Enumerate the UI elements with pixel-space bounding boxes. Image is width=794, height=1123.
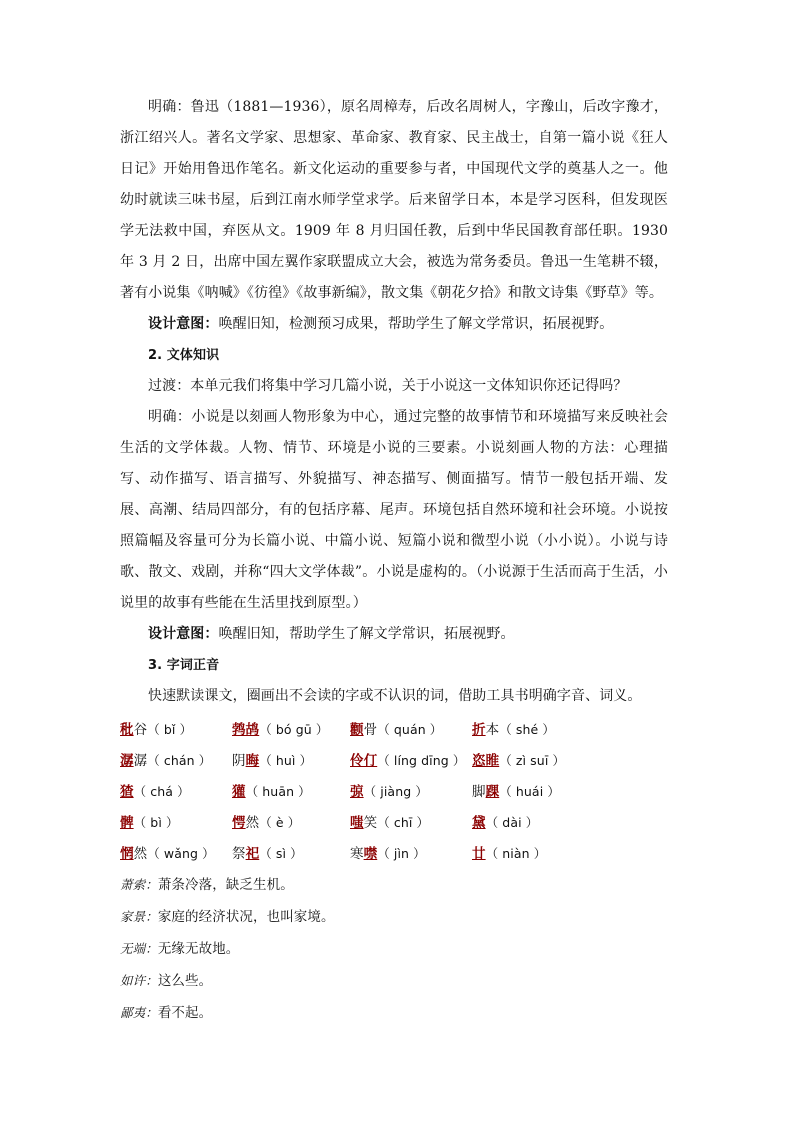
- word-rest: 谷: [133, 722, 148, 738]
- word-char: 猹: [120, 784, 134, 800]
- definition-term: 鄙夷：: [120, 1005, 158, 1020]
- definition-item: [120, 997, 668, 1029]
- word-char: 鹁鸪: [232, 722, 260, 738]
- word-char: 秕: [120, 722, 134, 738]
- word-char: 折: [472, 722, 486, 738]
- definition-term: 萧索：: [120, 877, 158, 892]
- word-item: [472, 807, 538, 839]
- word-char: 愕: [232, 815, 246, 831]
- word-pinyin: （ bǐ ）: [147, 722, 193, 737]
- definition-term: 如许：: [120, 973, 158, 988]
- word-item: [472, 838, 546, 870]
- word-pinyin: （ zì suī ）: [499, 753, 566, 768]
- design-intent-label: 设计意图：: [148, 316, 219, 332]
- word-row: [120, 807, 668, 838]
- word-pinyin: （ dài ）: [485, 815, 539, 830]
- word-item: [350, 714, 442, 746]
- word-char: 惘: [120, 846, 134, 862]
- word-char: 黛: [472, 815, 486, 831]
- word-pinyin: （ niàn ）: [485, 846, 547, 861]
- word-rest: 骨: [363, 722, 378, 738]
- word-rest: 本: [485, 722, 500, 738]
- word-item: [472, 776, 560, 808]
- word-item: [350, 776, 428, 808]
- word-rest: 潺: [133, 753, 148, 769]
- word-item: [232, 776, 311, 808]
- word-item: [232, 745, 312, 777]
- design-intent-label: 设计意图：: [148, 626, 219, 642]
- word-item: [472, 745, 565, 777]
- word-char: 颧: [350, 722, 364, 738]
- word-item: [232, 714, 328, 746]
- word-rest: 然: [245, 815, 260, 831]
- word-char: 嗤: [350, 815, 364, 831]
- definition-item: [120, 869, 668, 901]
- word-pinyin: （ jiàng ）: [363, 784, 428, 799]
- word-pinyin: （ chán ）: [147, 753, 212, 768]
- transition-paragraph: 过渡：本单元我们将集中学习几篇小说，关于小说这一文体知识你还记得吗？: [148, 378, 628, 394]
- definition-text: 家庭的经济状况，也叫家境。: [157, 909, 335, 925]
- design-intent-2: [120, 619, 668, 650]
- word-char: 弶: [350, 784, 364, 800]
- word-pinyin: （ quán ）: [377, 722, 443, 737]
- definition-term: 无端：: [120, 941, 158, 956]
- word-char: 伶仃: [350, 753, 378, 769]
- word-row: [120, 838, 668, 869]
- word-char: 獾: [232, 784, 246, 800]
- definition-item: [120, 965, 668, 997]
- word-pinyin: （ huān ）: [245, 784, 311, 799]
- word-pinyin: （ shé ）: [499, 722, 555, 737]
- word-char: 髀: [120, 815, 134, 831]
- word-item: [120, 807, 179, 839]
- novel-genre-paragraph: 明确：小说是以刻画人物形象为中心，通过完整的故事情节和环境描写来反映社会生活的文学体裁。人物、情节、环境是小说的三要素。小说刻画人物的方法：心理描写、动作描写、语言描写、外貌描写、神态描写、侧面描写。情节一般包括开端、发展、高潮、结局四部分，有的包括序幕、尾声。环境包括自然环境和社会环境。小说按照篇幅及容量可分为长篇小说、中篇小说、短篇小说和微型小说（小小说）。小说与诗歌、散文、戏剧，并称“四大文学体裁”。小说是虚构的。（小说源于生活而高于生活，小说里的故事有些能在生活里找到原型。）: [120, 409, 668, 611]
- word-rest: 阴: [232, 753, 246, 769]
- word-row: [120, 714, 668, 745]
- definition-text: 看不起。: [157, 1005, 213, 1021]
- pronunciation-table: [120, 714, 668, 869]
- word-char: 恣睢: [472, 753, 500, 769]
- word-row: [120, 776, 668, 807]
- word-rest: 笑: [363, 815, 378, 831]
- word-pinyin: （ bó gū ）: [259, 722, 329, 737]
- instruction-paragraph: 快速默读课文，圈画出不会读的字或不认识的词，借助工具书明确字音、词义。: [148, 688, 642, 704]
- word-pinyin: （ huái ）: [499, 784, 560, 799]
- word-rest: 祭: [232, 846, 246, 862]
- word-pinyin: （ bì ）: [133, 815, 179, 830]
- design-intent-text: 唤醒旧知，检测预习成果，帮助学生了解文学常识，拓展视野。: [218, 316, 614, 332]
- design-intent-text: 唤醒旧知，帮助学生了解文学常识，拓展视野。: [218, 626, 515, 642]
- word-pinyin: （ líng dīng ）: [377, 753, 466, 768]
- document-body: [120, 92, 668, 1029]
- word-char: 晦: [245, 753, 260, 769]
- word-pinyin: （ è ）: [259, 815, 301, 830]
- word-row: [120, 745, 668, 776]
- word-pinyin: （ huì ）: [259, 753, 313, 768]
- word-pinyin: （ sì ）: [259, 846, 303, 861]
- section-heading-pronunciation: 3. 字词正音: [148, 658, 220, 673]
- word-pinyin: （ chī ）: [377, 815, 430, 830]
- word-rest: 然: [133, 846, 148, 862]
- word-item: [120, 714, 192, 746]
- definition-item: [120, 933, 668, 965]
- word-char: 祀: [245, 846, 260, 862]
- definition-text: 萧条冷落，缺乏生机。: [157, 877, 294, 893]
- word-char: 潺: [120, 753, 134, 769]
- word-item: [350, 807, 429, 839]
- word-char: 噤: [363, 846, 378, 862]
- word-char: 廿: [472, 846, 486, 862]
- definition-text: 无缘无故地。: [157, 941, 240, 957]
- word-item: [350, 838, 426, 870]
- word-rest: 脚: [472, 784, 486, 800]
- word-rest: 寒: [350, 846, 364, 862]
- word-pinyin: （ wǎng ）: [147, 846, 215, 861]
- word-pinyin: （ jìn ）: [377, 846, 426, 861]
- word-item: [120, 838, 215, 870]
- word-pinyin: （ chá ）: [133, 784, 190, 799]
- word-item: [120, 776, 190, 808]
- definition-text: 这么些。: [157, 973, 213, 989]
- word-item: [350, 745, 466, 777]
- word-item: [232, 838, 303, 870]
- vocabulary-definitions: [120, 869, 668, 1029]
- word-item: [120, 745, 211, 777]
- section-heading-genre: 2. 文体知识: [148, 348, 220, 363]
- word-item: [232, 807, 300, 839]
- design-intent-1: [120, 309, 668, 340]
- word-char: 踝: [485, 784, 500, 800]
- definition-item: [120, 901, 668, 933]
- word-item: [472, 714, 555, 746]
- definition-term: 家景：: [120, 909, 158, 924]
- lu-xun-bio-paragraph: 明确：鲁迅（1881—1936），原名周樟寿，后改名周树人，字豫山，后改字豫才，浙江绍兴人。著名文学家、思想家、革命家、教育家、民主战士，自第一篇小说《狂人日记》开始用鲁迅作笔名。新文化运动的重要参与者，中国现代文学的奠基人之一。他幼时就读三味书屋，后到江南水师学堂求学。后来留学日本，本是学习医科，但发现医学无法救中国，弃医从文。1909 年 8 月归国任教，后到中华民国教育部任职。1930 年 3 月 2 日，出席中国左翼作家联盟成立大会，被选为常务委员。鲁迅一生笔耕不辍，著有小说集《呐喊》《彷徨》《故事新编》，散文集《朝花夕拾》和散文诗集《野草》等。: [120, 99, 668, 301]
